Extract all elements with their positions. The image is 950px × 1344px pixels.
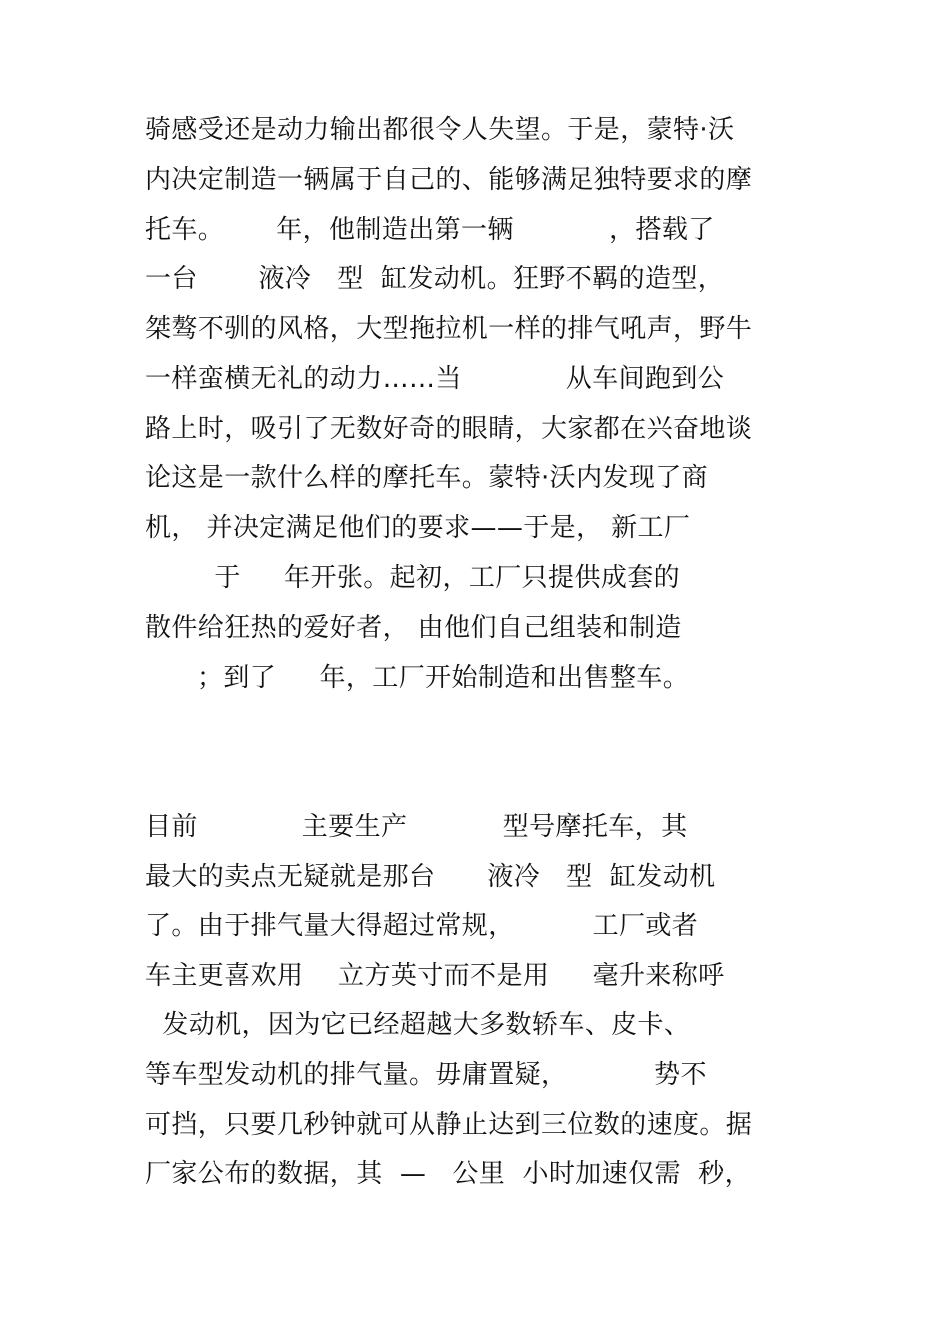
text-line: 一样蛮横无礼的动力……当 从车间跑到公: [145, 364, 725, 394]
text-line: 最大的卖点无疑就是那台 液冷 型 缸发动机: [145, 862, 716, 892]
text-line: 骑感受还是动力输出都很令人失望。于是，蒙特·沃: [145, 115, 735, 145]
text-line: 散件给狂热的爱好者， 由他们自己组装和制造: [145, 613, 682, 643]
text-line: 目前 主要生产 型号摩托车，其: [145, 812, 688, 842]
text-line: ；到了 年，工厂开始制造和出售整车。: [145, 663, 690, 693]
text-line: 内决定制造一辆属于自己的、能够满足独特要求的摩: [145, 165, 753, 195]
text-line: 了。由于排气量大得超过常规， 工厂或者: [145, 911, 699, 941]
text-line: 桀骜不驯的风格，大型拖拉机一样的排气吼声，野牛: [145, 314, 753, 344]
text-line: 厂家公布的数据，其 — 公里 小时加速仅需 秒，: [145, 1159, 751, 1189]
text-line: 可挡，只要几秒钟就可从静止达到三位数的速度。据: [145, 1110, 753, 1140]
text-line: 于 年开张。起初，工厂只提供成套的: [145, 563, 681, 593]
text-line: 一台 液冷 型 缸发动机。狂野不羁的造型，: [145, 264, 725, 294]
text-line: 机， 并决定满足他们的要求——于是， 新工厂: [145, 513, 691, 543]
text-line: 等车型发动机的排气量。毋庸置疑， 势不: [145, 1060, 707, 1090]
text-line: 路上时，吸引了无数好奇的眼睛，大家都在兴奋地谈: [145, 414, 753, 444]
text-line: 托车。 年，他制造出第一辆 ，搭载了: [145, 215, 715, 245]
text-line: 发动机，因为它已经超越大多数轿车、皮卡、: [145, 1010, 691, 1040]
text-line: 车主更喜欢用 立方英寸而不是用 毫升来称呼: [145, 961, 725, 991]
text-line: 论这是一款什么样的摩托车。蒙特·沃内发现了商: [145, 463, 709, 493]
